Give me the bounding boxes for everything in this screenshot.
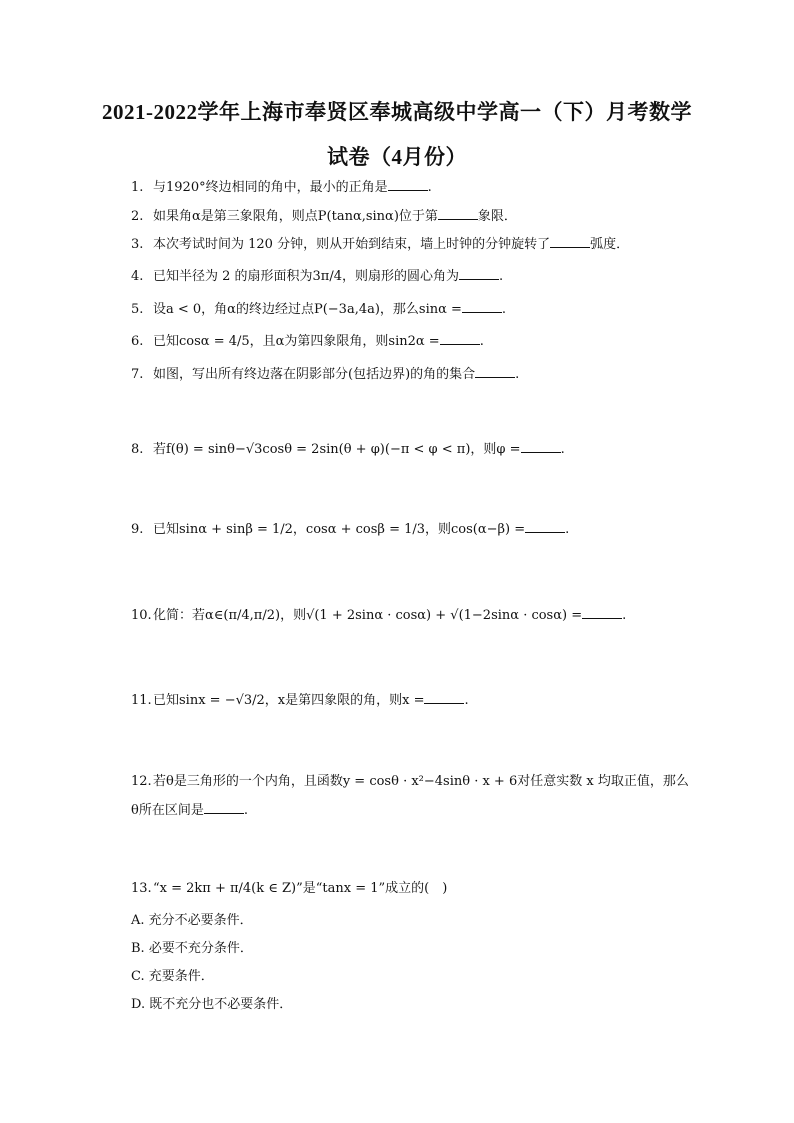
answer-blank [438, 207, 478, 220]
answer-blank [440, 332, 480, 345]
question-11: 11.已知sinx = −√3/2，x是第四象限的角，则x = . [131, 693, 469, 708]
answer-blank [525, 520, 565, 533]
answer-blank [475, 365, 515, 378]
question-3: 3. 本次考试时间为 120 分钟，则从开始到结束，墙上时钟的分钟旋转了 弧度． [131, 237, 630, 252]
option-c: C. 充要条件． [131, 969, 214, 984]
option-b: B. 必要不充分条件． [131, 941, 253, 956]
question-1: 1. 与1920°终边相同的角中，最小的正角是 . [131, 180, 432, 195]
question-8: 8. 若f(θ) = sinθ−√3cosθ = 2sin(θ + φ)(−π < φ < π)，则φ = . [131, 442, 565, 457]
question-9: 9. 已知sinα + sinβ = 1/2，cosα + cosβ = 1/3，则cos(α−β) = . [131, 522, 570, 537]
option-d: D. 既不充分也不必要条件． [131, 997, 293, 1012]
answer-blank [521, 440, 561, 453]
answer-blank [582, 606, 622, 619]
option-a: A. 充分不必要条件． [131, 913, 253, 928]
answer-blank [550, 235, 590, 248]
question-12-cont: θ所在区间是 . [131, 803, 248, 818]
answer-blank [459, 267, 499, 280]
answer-blank [424, 691, 464, 704]
question-4: 4. 已知半径为 2 的扇形面积为3π/4，则扇形的圆心角为 . [131, 269, 504, 284]
answer-blank [462, 300, 502, 313]
question-12: 12.若θ是三角形的一个内角，且函数y = cosθ · x²−4sinθ · x + 6对任意实数 x 均取正值，那么 [131, 774, 689, 789]
answer-blank [204, 801, 244, 814]
answer-blank [388, 178, 428, 191]
question-7: 7. 如图，写出所有终边落在阴影部分(包括边界)的角的集合 . [131, 367, 520, 382]
question-2: 2. 如果角α是第三象限角，则点P(tanα,sinα)位于第 象限． [131, 209, 517, 224]
question-5: 5. 设a < 0，角α的终边经过点P(−3a,4a)，那么sinα = . [131, 302, 507, 317]
question-10: 10.化简：若α∈(π/4,π/2)，则√(1 + 2sinα · cosα) + √(1−2sinα · cosα) = . [131, 608, 627, 623]
title-line-2: 试卷（4月份） [327, 145, 467, 169]
title-line-1: 2021-2022学年上海市奉贤区奉城高级中学高一（下）月考数学 [102, 100, 692, 124]
question-13: 13.“x = 2kπ + π/4(k ∈ Z)”是“tanx = 1”成立的( ) [131, 881, 448, 896]
question-6: 6. 已知cosα = 4/5，且α为第四象限角，则sin2α = . [131, 334, 484, 349]
